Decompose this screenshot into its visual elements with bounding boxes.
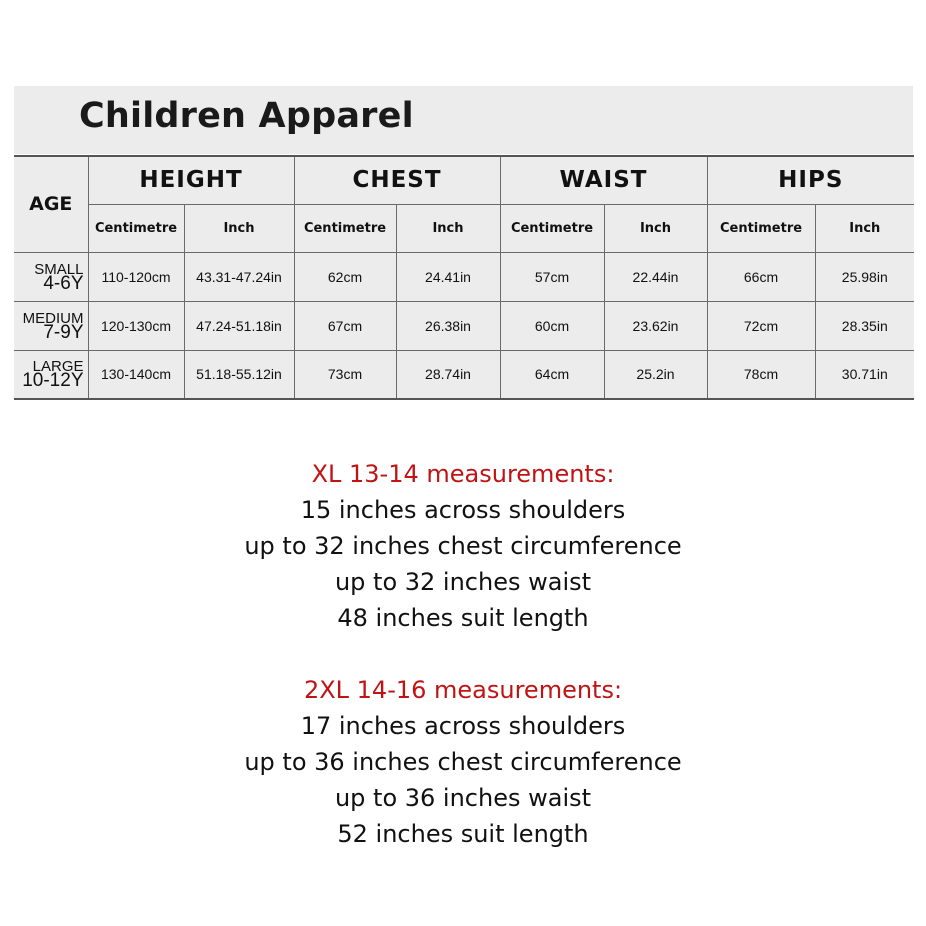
unit-header: Inch <box>815 204 914 252</box>
table-row <box>14 252 914 301</box>
table-cell: 22.44in <box>604 252 707 301</box>
table-cell: 73cm <box>294 350 396 399</box>
measurement-line: 15 inches across shoulders <box>300 496 626 524</box>
table-cell: 30.71in <box>815 350 914 399</box>
size-chart-table <box>14 155 914 400</box>
table-cell: 78cm <box>707 350 815 399</box>
unit-header: Centimetre <box>500 204 604 252</box>
age-header: AGE <box>14 156 88 252</box>
size-years: 7-9Y <box>43 321 84 343</box>
size-years: 4-6Y <box>43 272 84 294</box>
height-header: HEIGHT <box>88 156 294 204</box>
table-cell: 64cm <box>500 350 604 399</box>
measurement-line: 48 inches suit length <box>337 604 589 632</box>
group-header-row <box>14 156 914 204</box>
size-name: LARGE <box>32 358 84 376</box>
unit-header: Inch <box>604 204 707 252</box>
size-label <box>14 252 88 301</box>
measurement-line: 17 inches across shoulders <box>300 712 626 740</box>
page-title: Children Apparel <box>79 96 414 136</box>
xl-heading: XL 13-14 measurements: <box>311 460 615 488</box>
table-cell: 47.24-51.18in <box>184 301 294 350</box>
unit-header: Inch <box>396 204 500 252</box>
unit-header: Inch <box>184 204 294 252</box>
table-cell: 110-120cm <box>88 252 184 301</box>
measurement-line: up to 36 inches waist <box>334 784 592 812</box>
table-row <box>14 301 914 350</box>
table-cell: 25.2in <box>604 350 707 399</box>
2xl-heading: 2XL 14-16 measurements: <box>303 676 623 704</box>
table-cell: 120-130cm <box>88 301 184 350</box>
2xl-measurements <box>0 672 926 852</box>
table-cell: 28.35in <box>815 301 914 350</box>
xl-measurements <box>0 456 926 636</box>
waist-header: WAIST <box>500 156 707 204</box>
table-cell: 43.31-47.24in <box>184 252 294 301</box>
size-name: MEDIUM <box>22 309 84 327</box>
measurement-notes <box>0 456 926 888</box>
table-cell: 28.74in <box>396 350 500 399</box>
measurement-line: up to 32 inches chest circumference <box>244 532 682 560</box>
table-cell: 66cm <box>707 252 815 301</box>
table-cell: 51.18-55.12in <box>184 350 294 399</box>
table-cell: 72cm <box>707 301 815 350</box>
unit-header-row <box>14 204 914 252</box>
table-cell: 62cm <box>294 252 396 301</box>
table-cell: 25.98in <box>815 252 914 301</box>
chest-header: CHEST <box>294 156 500 204</box>
size-label <box>14 350 88 399</box>
unit-header: Centimetre <box>88 204 184 252</box>
table-cell: 24.41in <box>396 252 500 301</box>
hips-header: HIPS <box>707 156 914 204</box>
size-name: SMALL <box>34 260 84 278</box>
unit-header: Centimetre <box>707 204 815 252</box>
table-cell: 23.62in <box>604 301 707 350</box>
unit-header: Centimetre <box>294 204 396 252</box>
measurement-line: 52 inches suit length <box>337 820 589 848</box>
measurement-line: up to 32 inches waist <box>334 568 592 596</box>
measurement-line: up to 36 inches chest circumference <box>244 748 682 776</box>
table-cell: 67cm <box>294 301 396 350</box>
table-cell: 26.38in <box>396 301 500 350</box>
table-cell: 60cm <box>500 301 604 350</box>
table-row <box>14 350 914 399</box>
title-bar <box>14 86 913 154</box>
table-cell: 130-140cm <box>88 350 184 399</box>
size-label <box>14 301 88 350</box>
table-cell: 57cm <box>500 252 604 301</box>
size-years: 10-12Y <box>22 370 84 392</box>
